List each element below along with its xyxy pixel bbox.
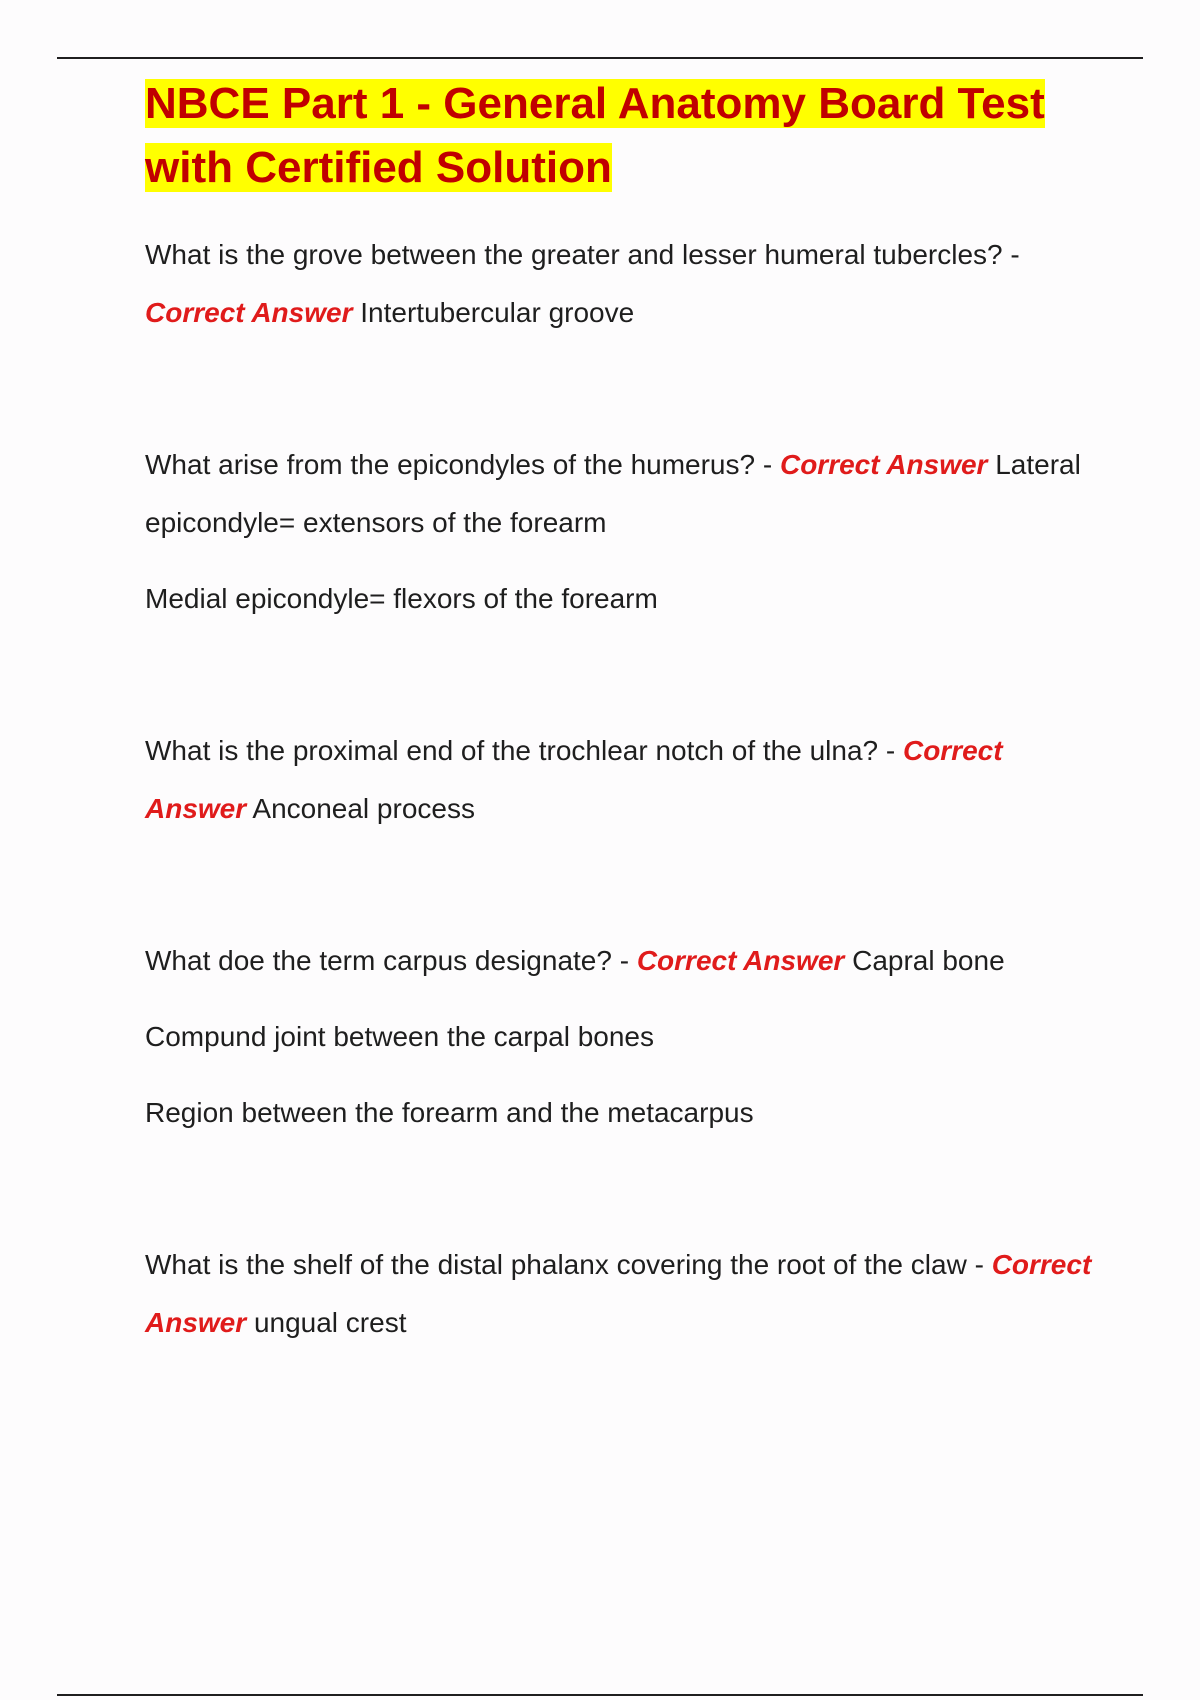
qa-item-2 xyxy=(145,436,1095,628)
bottom-rule xyxy=(57,1694,1143,1696)
qa-extra-line: Region between the forearm and the metacarpus xyxy=(145,1097,754,1128)
qa-question-answer: What is the grove between the greater and lesser humeral tubercles? - Correct Answer Intertubercular groove xyxy=(145,239,1020,328)
qa-item-5 xyxy=(145,1236,1095,1352)
top-rule xyxy=(57,57,1143,59)
qa-question-answer: What is the proximal end of the trochlear notch of the ulna? - Correct Answer Anconeal process xyxy=(145,735,1003,824)
document-body xyxy=(145,72,1095,1352)
qa-question-answer: What is the shelf of the distal phalanx covering the root of the claw - Correct Answer ungual crest xyxy=(145,1249,1092,1338)
qa-question-answer: What arise from the epicondyles of the humerus? - Correct Answer Lateral epicondyle= extensors of the forearm xyxy=(145,449,1081,538)
qa-item-1 xyxy=(145,226,1095,342)
qa-item-4 xyxy=(145,932,1095,1142)
qa-question-answer: What doe the term carpus designate? - Correct Answer Capral bone xyxy=(145,945,1005,976)
qa-extra-line: Compund joint between the carpal bones xyxy=(145,1021,655,1052)
document-title: NBCE Part 1 - General Anatomy Board Test with Certified Solution xyxy=(145,79,1045,192)
qa-extra-line: Medial epicondyle= flexors of the forearm xyxy=(145,583,658,614)
qa-item-3 xyxy=(145,722,1095,838)
